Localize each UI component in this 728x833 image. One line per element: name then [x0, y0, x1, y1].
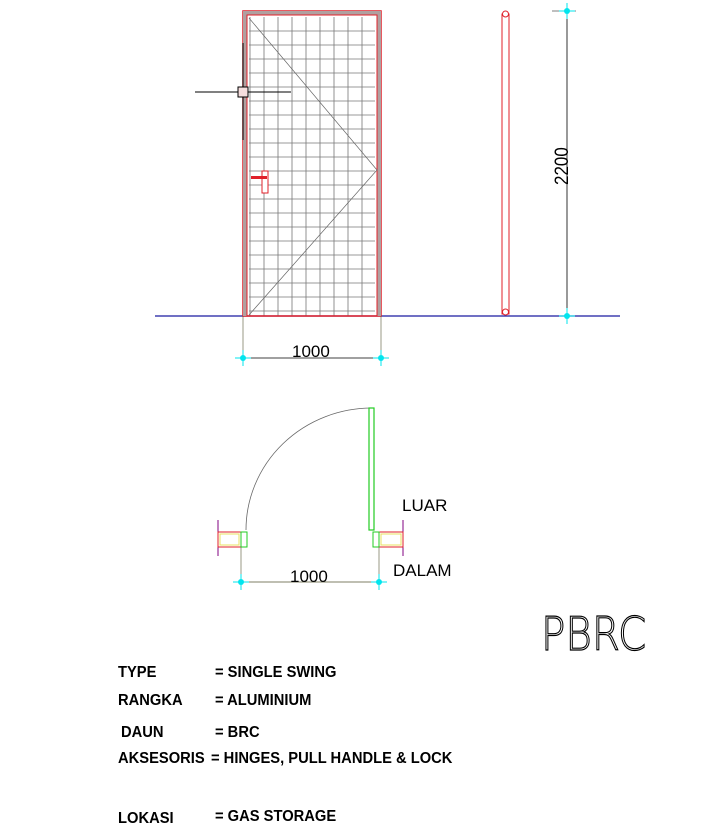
swing-arc	[246, 408, 372, 530]
door-plan	[218, 408, 452, 590]
brc-mesh-grid	[249, 17, 375, 316]
door-elevation	[155, 3, 620, 366]
plan-width-dim-label: 1000	[290, 567, 328, 586]
spec-value-lokasi: = GAS STORAGE	[215, 808, 337, 825]
door-leaf-plan	[369, 408, 374, 530]
pull-handle-icon	[251, 171, 268, 193]
dim-node-icon	[373, 350, 389, 366]
door-frame-body	[245, 13, 379, 316]
spec-label-lokasi: LOKASI	[118, 810, 174, 827]
spec-label-rangka: RANGKA	[118, 692, 183, 709]
spec-label-daun: DAUN	[121, 724, 164, 741]
width-dimension	[235, 316, 389, 366]
spec-value-daun: = BRC	[215, 724, 260, 741]
dim-node-icon	[235, 350, 251, 366]
hinge-icon	[238, 87, 248, 97]
wall-left	[218, 520, 247, 556]
height-dimension	[550, 3, 576, 324]
spec-label-aksesoris: AKSESORIS	[118, 750, 205, 767]
door-frame-inner	[247, 15, 377, 316]
dim-node-icon	[371, 574, 387, 590]
outside-label: LUAR	[402, 496, 448, 515]
inside-label: DALAM	[393, 561, 452, 580]
dim-node-icon	[233, 574, 249, 590]
spec-value-aksesoris: = HINGES, PULL HANDLE & LOCK	[211, 750, 453, 767]
dim-node-icon	[559, 3, 575, 19]
door-section-side	[502, 11, 509, 315]
wall-right	[373, 520, 403, 556]
door-code: PBRC	[541, 608, 647, 662]
dim-node-icon	[559, 308, 575, 324]
swing-indicator	[249, 18, 377, 315]
height-dim-label: 2200	[549, 147, 573, 185]
spec-value-type: = SINGLE SWING	[215, 664, 337, 681]
width-dim-label: 1000	[292, 342, 330, 361]
spec-label-type: TYPE	[118, 664, 157, 681]
plan-width-dimension	[233, 547, 387, 590]
spec-value-rangka: = ALUMINIUM	[215, 692, 312, 709]
